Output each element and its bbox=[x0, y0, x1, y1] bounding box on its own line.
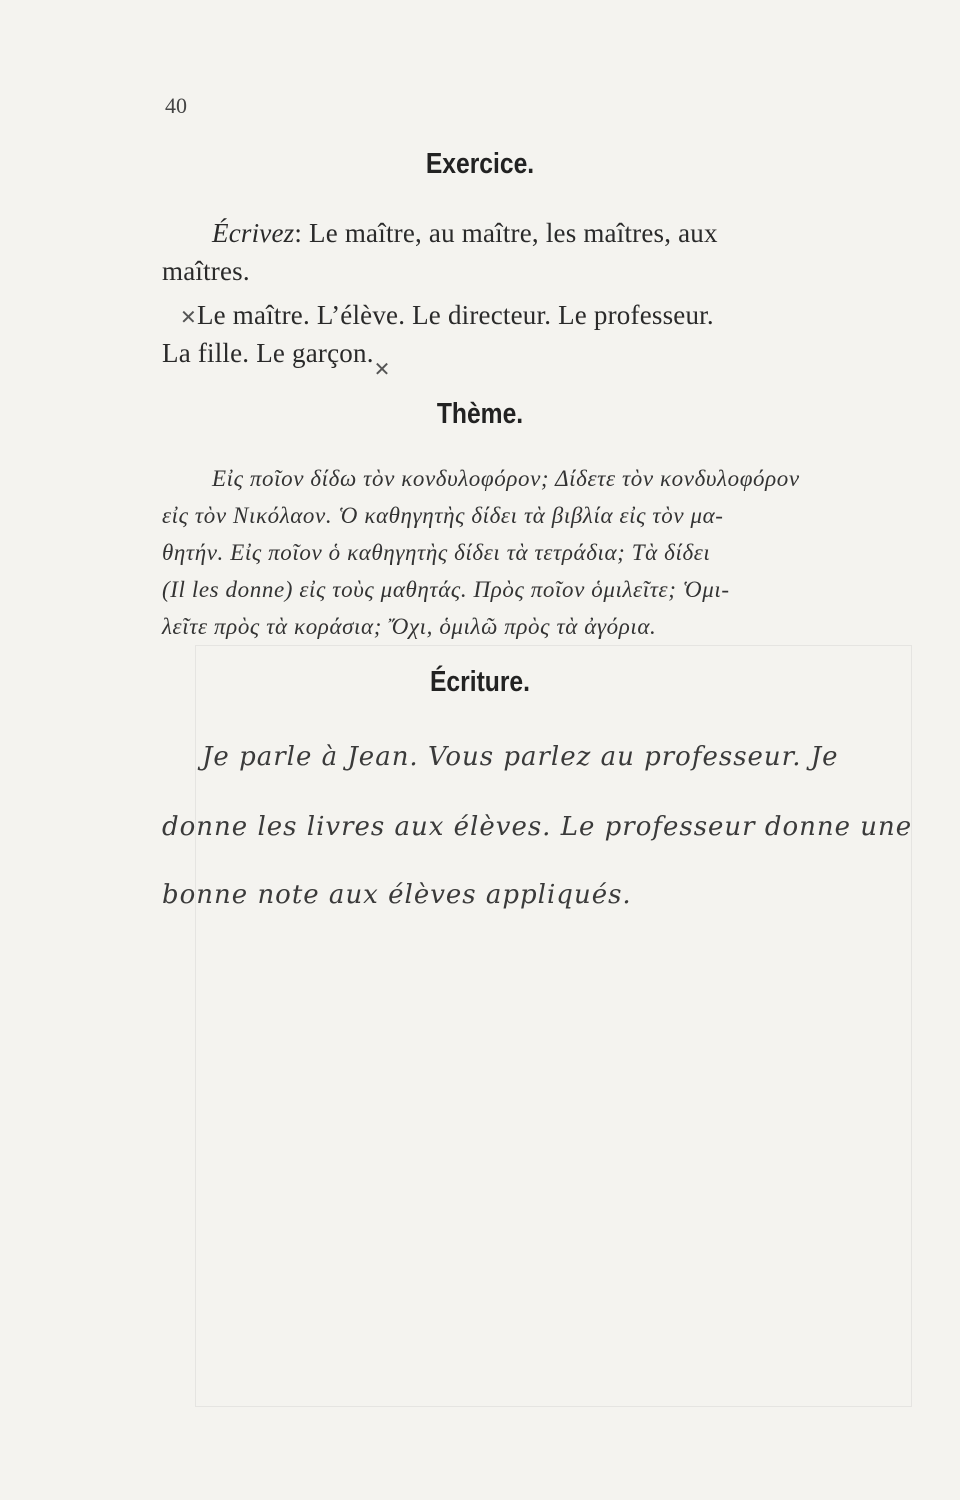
cross-mark-icon: ✕ bbox=[373, 357, 391, 381]
theme-line-4: (Il les donne) εἰς τοὺς μαθητάς. Πρὸς ποῖον ὁμιλεῖτε; Ὁμι- bbox=[162, 577, 730, 602]
exercice-line-1-rest: : Le maître, au maître, les maîtres, aux bbox=[294, 218, 718, 248]
page-number: 40 bbox=[165, 93, 187, 118]
theme-heading: Thème. bbox=[436, 398, 524, 430]
ecriture-line-2: donne les livres aux élèves. Le professeur donne une bbox=[162, 812, 913, 842]
ecriture-line-1: Je parle à Jean. Vous parlez au professeur. Je bbox=[202, 742, 839, 772]
theme-line-5: λεῖτε πρὸς τὰ κοράσια; Ὄχι, ὁμιλῶ πρὸς τὰ ἀγόρια. bbox=[162, 614, 657, 639]
theme-line-2: εἰς τὸν Νικόλαον. Ὁ καθηγητὴς δίδει τὰ βιβλία εἰς τὸν μα- bbox=[162, 503, 724, 528]
exercice-line-3-text: Le maître. L’élève. Le directeur. Le professeur. bbox=[196, 300, 714, 330]
exercice-line-4 bbox=[162, 338, 902, 381]
exercice-line-4-text: La fille. Le garçon. bbox=[162, 338, 374, 368]
theme-line-1: Εἰς ποῖον δίδω τὸν κονδυλοφόρον; Δίδετε τὸν κονδυλοφόρον bbox=[212, 466, 800, 491]
exercice-line-3 bbox=[162, 300, 902, 331]
ecrivez-word: Écrivez bbox=[212, 218, 295, 248]
exercice-line-1 bbox=[162, 218, 902, 249]
exercice-heading: Exercice. bbox=[425, 148, 535, 180]
exercice-line-2: maîtres. bbox=[162, 256, 250, 286]
ecriture-heading: Écriture. bbox=[429, 666, 531, 698]
cross-mark-icon: ✕ bbox=[180, 305, 197, 329]
ecriture-line-3: bonne note aux élèves appliqués. bbox=[162, 880, 632, 910]
theme-line-3: θητήν. Εἰς ποῖον ὁ καθηγητὴς δίδει τὰ τετράδια; Τὰ δίδει bbox=[162, 540, 711, 565]
